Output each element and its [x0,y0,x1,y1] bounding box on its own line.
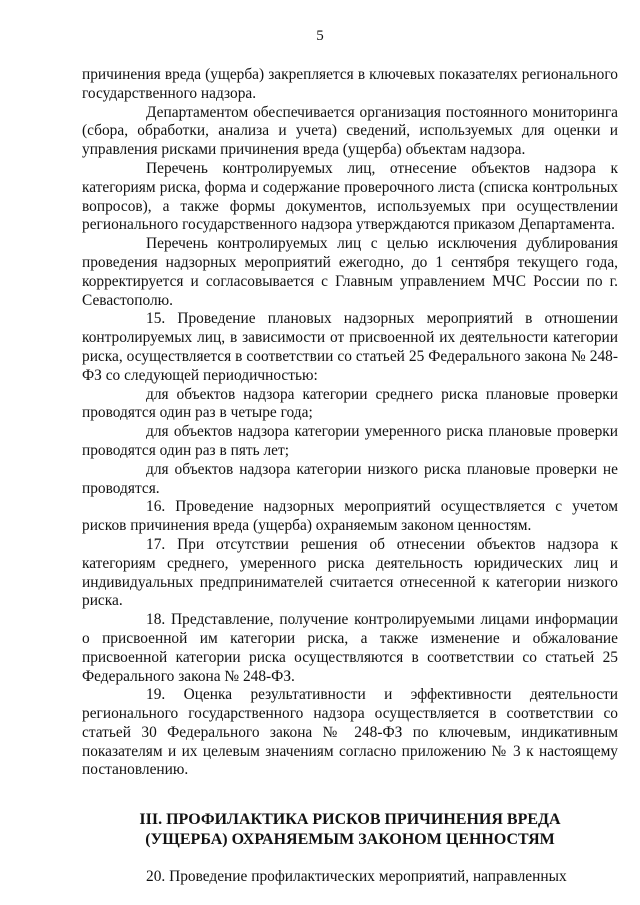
paragraph: для объектов надзора категории низкого риска плановые проверки не проводятся. [82,460,618,497]
paragraph-item-19: 19. Оценка результативности и эффективности деятельности регионального государственного надзора осуществляется в соответствии со статьей 30 Федерального закона № 248-ФЗ по ключевым, индикативным показателям и их целевым значениям согласно приложению № 3 к настоящему постановлению. [82,686,618,779]
paragraph-item-20: 20. Проведение профилактических мероприятий, направленных [146,868,567,886]
paragraph: Перечень контролируемых лиц, отнесение объектов надзора к категориям риска, форма и содержание проверочного листа (списка контрольных вопросов), а также формы документов, используемых при осуществлении регионального государственного надзора утверждаются приказом Департамента. [82,159,618,234]
paragraph: для объектов надзора категории среднего риска плановые проверки проводятся один раз в четыре года; [82,385,618,422]
paragraph: для объектов надзора категории умеренного риска плановые проверки проводятся один раз в пять лет; [82,423,618,459]
section-heading-line-2: (УЩЕРБА) ОХРАНЯЕМЫМ ЗАКОНОМ ЦЕННОСТЯМ [145,831,555,849]
paragraph: Департаментом обеспечивается организация постоянного мониторинга (сбора, обработки, анализа и учета) сведений, используемых для оценки и управления рисками причинения вреда (ущерба) объектам надзора. [82,103,618,159]
paragraph-item-15: 15. Проведение плановых надзорных мероприятий в отношении контролируемых лиц, в зависимости от присвоенной их деятельности категории риска, осуществляется в соответствии со статьей 25 Федерального закона № 248-ФЗ со следующей периодичностью: [82,310,618,384]
paragraph: причинения вреда (ущерба) закрепляется в ключевых показателях регионального государственного надзора. [82,66,618,102]
paragraph: Перечень контролируемых лиц с целью исключения дублирования проведения надзорных мероприятий ежегодно, до 1 сентября текущего года, корректируется и согласовывается с Главным управлением МЧС России по г. Севастополю. [82,235,618,309]
document-body [82,66,618,887]
section-heading-line-1: III. ПРОФИЛАКТИКА РИСКОВ ПРИЧИНЕНИЯ ВРЕДА [139,811,561,829]
paragraph-item-17: 17. При отсутствии решения об отнесении объектов надзора к категориям среднего, умеренного риска деятельность юридических лиц и индивидуальных предпринимателей считается отнесенной к категории низкого риска. [82,535,618,610]
paragraph-item-16: 16. Проведение надзорных мероприятий осуществляется с учетом рисков причинения вреда (ущерба) охраняемым законом ценностям. [82,498,618,535]
paragraph-item-18: 18. Представление, получение контролируемыми лицами информации о присвоенной им категории риска, а также изменение и обжалование присвоенной категории риска осуществляются в соответствии со статьей 25 Федерального закона № 248-ФЗ. [82,611,618,685]
page-number: 5 [316,28,324,44]
section-heading [82,810,618,850]
